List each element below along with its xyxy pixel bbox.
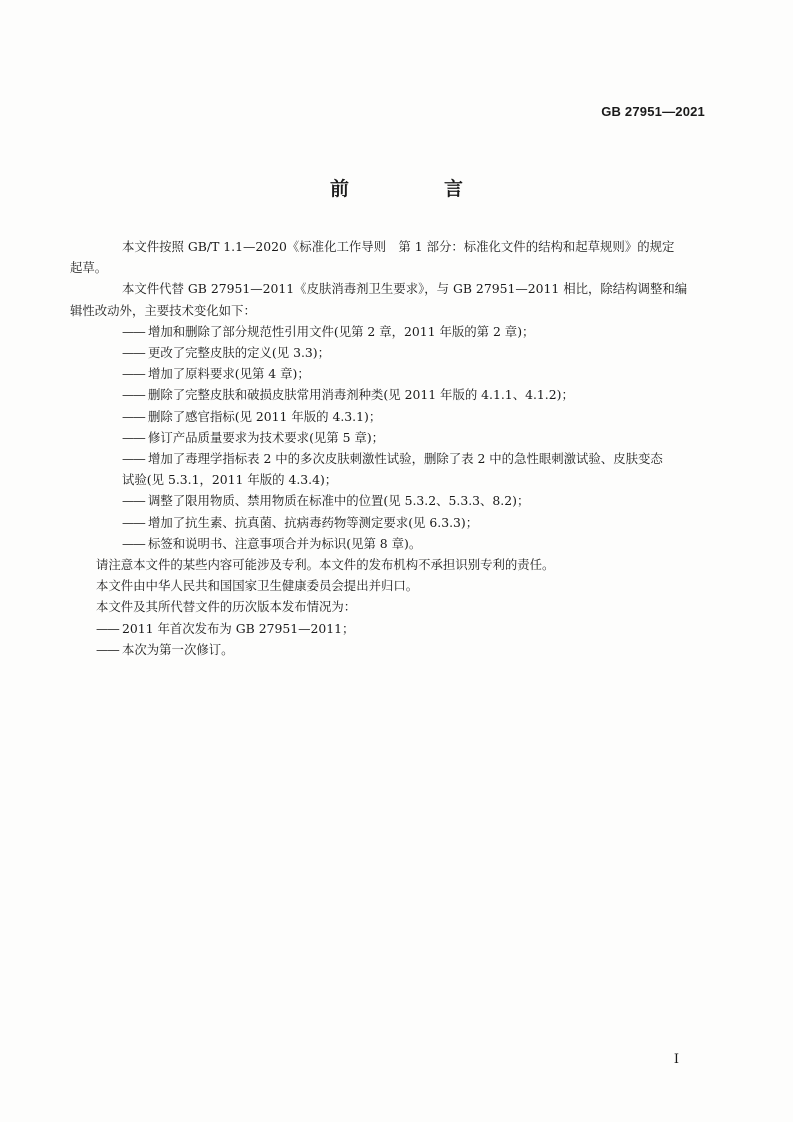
dash-marker: —— (122, 514, 145, 530)
list-item-text: 增加和删除了部分规范性引用文件(见第 2 章，2011 年版的第 2 章)； (148, 323, 535, 339)
dash-marker: —— (122, 535, 145, 551)
list-item-text: 增加了毒理学指标表 2 中的多次皮肤刺激性试验，删除了表 2 中的急性眼刺激试验、皮肤变态 (148, 451, 663, 467)
list-item (96, 384, 716, 405)
list-item-text: 2011 年首次发布为 GB 27951—2011； (122, 620, 355, 636)
list-item (96, 618, 716, 639)
patent-notice: 请注意本文件的某些内容可能涉及专利。本文件的发布机构不承担识别专利的责任。 (96, 557, 555, 573)
list-item-text: 本次为第一次修订。 (122, 641, 234, 657)
list-item (96, 321, 716, 342)
list-item-text: 更改了完整皮肤的定义(见 3.3)； (148, 345, 330, 361)
dash-marker: —— (96, 620, 119, 636)
dash-marker: —— (122, 387, 145, 403)
page-title: 前 言 (329, 178, 501, 200)
proposer-statement: 本文件由中华人民共和国国家卫生健康委员会提出并归口。 (96, 578, 419, 594)
list-item-text: 调整了限用物质、禁用物质在标准中的位置(见 5.3.2、5.3.3、8.2)； (148, 493, 530, 509)
paragraph-text: 本文件代替 GB 27951—2011《皮肤消毒剂卫生要求》，与 GB 27951—2011 相比，除结构调整和编 (122, 281, 688, 297)
list-item (96, 639, 716, 660)
dash-marker: —— (122, 366, 145, 382)
list-item (96, 406, 716, 427)
list-item-text: 修订产品质量要求为技术要求(见第 5 章)； (148, 429, 385, 445)
foreword-body (70, 236, 716, 660)
list-item-text: 删除了完整皮肤和破损皮肤常用消毒剂种类(见 2011 年版的 4.1.1、4.1.2)； (148, 387, 574, 403)
history-list (96, 618, 716, 660)
paragraph-drafting-rules (70, 236, 716, 278)
dash-marker: —— (122, 345, 145, 361)
dash-marker: —— (122, 408, 145, 424)
list-item-text: 标签和说明书、注意事项合并为标识(见第 8 章)。 (148, 535, 422, 551)
list-item-text: 删除了感官指标(见 2011 年版的 4.3.1)； (148, 408, 382, 424)
dash-marker: —— (96, 641, 119, 657)
list-item-text: 增加了抗生素、抗真菌、抗病毒药物等测定要求(见 6.3.3)； (148, 514, 479, 530)
list-item (96, 342, 716, 363)
change-list (96, 321, 716, 554)
dash-marker: —— (122, 323, 145, 339)
page-number: I (673, 1052, 679, 1067)
list-item (96, 427, 716, 448)
dash-marker: —— (122, 493, 145, 509)
list-item (96, 533, 716, 554)
list-item (96, 363, 716, 384)
paragraph-text: 本文件按照 GB/T 1.1—2020《标准化工作导则 第 1 部分：标准化文件的结构和起草规则》的规定 (122, 239, 675, 254)
paragraph-text-cont: 辑性改动外，主要技术变化如下： (70, 302, 256, 318)
dash-marker: —— (122, 451, 145, 467)
list-item (96, 512, 716, 533)
paragraph-replaces (70, 278, 716, 320)
list-item-text-cont: 试验(见 5.3.1，2011 年版的 4.3.4)； (122, 472, 338, 488)
list-item (96, 448, 716, 490)
list-item-text: 增加了原料要求(见第 4 章)； (148, 366, 310, 382)
history-intro: 本文件及其所代替文件的历次版本发布情况为： (96, 599, 357, 615)
standard-code: GB 27951—2021 (601, 104, 705, 119)
paragraph-text-cont: 起草。 (70, 260, 108, 276)
dash-marker: —— (122, 429, 145, 445)
list-item (96, 490, 716, 511)
